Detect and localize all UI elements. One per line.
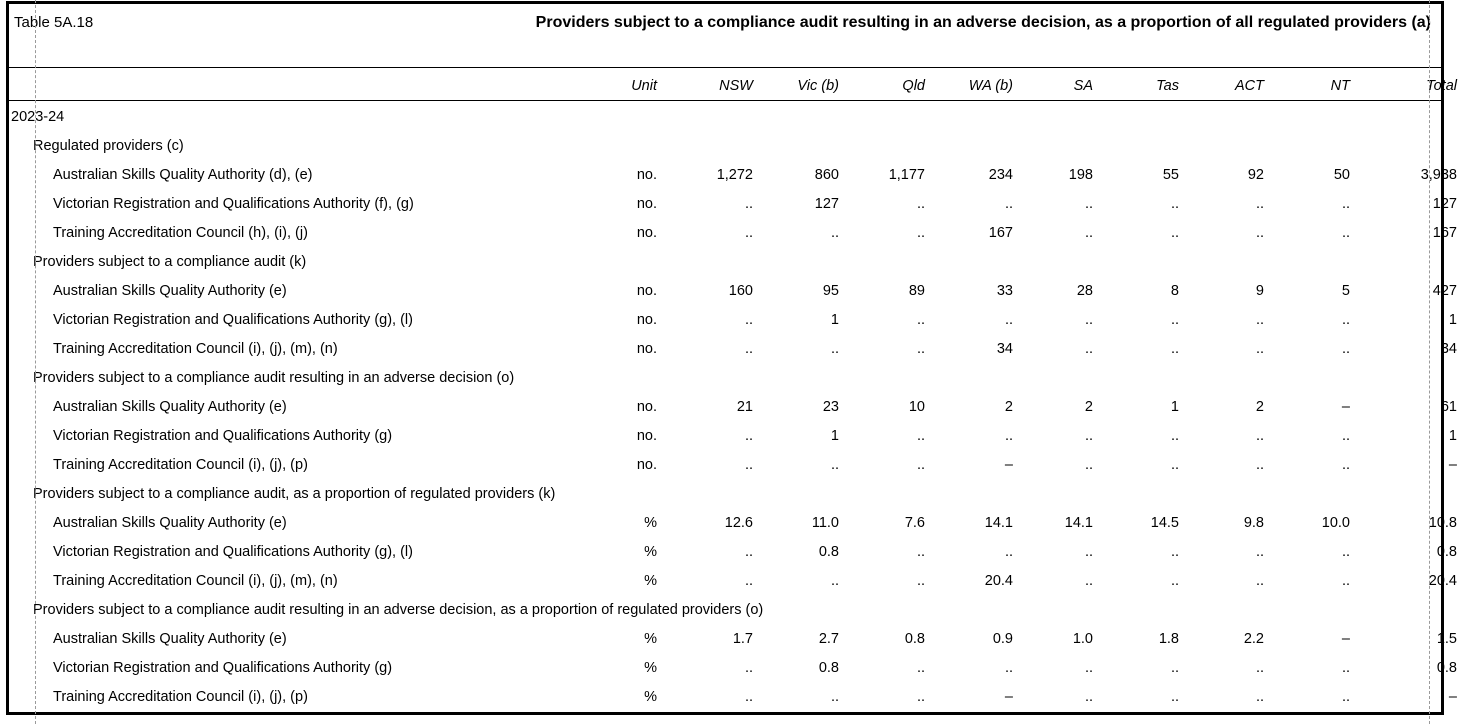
cell-total [1350, 363, 1461, 392]
cell-tas [1093, 363, 1179, 392]
cell-qld [839, 131, 925, 160]
cell-vic [753, 595, 839, 624]
table-row [9, 189, 1461, 218]
cell-act: 92 [1247, 166, 1264, 183]
cell-qld: .. [916, 311, 925, 328]
cell-unit [627, 363, 657, 392]
cell-act [1179, 102, 1264, 131]
column-header-row [9, 70, 1461, 102]
row-label: Victorian Registration and Qualifications Authority (g) [53, 427, 393, 444]
cell-unit: % [644, 688, 657, 705]
cell-wa: .. [1004, 659, 1013, 676]
cell-vic: 2.7 [818, 630, 839, 647]
cell-nt: .. [1341, 659, 1350, 676]
cell-sa [1013, 102, 1093, 131]
cell-nt: .. [1341, 224, 1350, 241]
cell-tas: 1 [1170, 398, 1179, 415]
column-header-unit: Unit [631, 78, 657, 94]
cell-nsw [657, 363, 753, 392]
column-guide-line [35, 0, 36, 724]
cell-wa: – [1004, 456, 1013, 473]
row-label: Providers subject to a compliance audit resulting in an adverse decision, as a proportion of regulated providers (o) [33, 601, 764, 618]
cell-act: .. [1255, 456, 1264, 473]
cell-qld: .. [916, 340, 925, 357]
cell-nsw: 12.6 [724, 514, 753, 531]
table-row [9, 218, 1461, 247]
cell-unit: no. [636, 340, 657, 357]
cell-wa: .. [1004, 311, 1013, 328]
cell-nsw [657, 247, 753, 276]
cell-total: 34 [1440, 340, 1457, 357]
cell-act: 2.2 [1243, 630, 1264, 647]
cell-sa: 14.1 [1064, 514, 1093, 531]
row-label: Australian Skills Quality Authority (e) [53, 282, 287, 299]
cell-vic: 95 [822, 282, 839, 299]
cell-qld: .. [916, 224, 925, 241]
cell-nsw: 21 [736, 398, 753, 415]
cell-nsw: .. [744, 224, 753, 241]
cell-unit [627, 102, 657, 131]
cell-qld [839, 247, 925, 276]
cell-act [1179, 595, 1264, 624]
cell-tas: .. [1170, 224, 1179, 241]
cell-total: 1 [1448, 311, 1457, 328]
cell-tas: .. [1170, 311, 1179, 328]
cell-act: .. [1255, 195, 1264, 212]
cell-nsw: 160 [728, 282, 753, 299]
cell-wa [925, 102, 1013, 131]
cell-vic [753, 479, 839, 508]
cell-wa: 0.9 [992, 630, 1013, 647]
cell-unit [627, 247, 657, 276]
cell-nsw: .. [744, 659, 753, 676]
cell-vic: .. [830, 224, 839, 241]
cell-sa: 2 [1084, 398, 1093, 415]
row-label: 2023-24 [11, 108, 65, 125]
column-header-qld: Qld [902, 78, 925, 94]
header-top-rule [9, 67, 1441, 68]
cell-unit: no. [636, 195, 657, 212]
cell-tas: .. [1170, 688, 1179, 705]
cell-act: 9 [1255, 282, 1264, 299]
table-section-row [9, 479, 1461, 508]
cell-qld: .. [916, 456, 925, 473]
data-table [9, 70, 1461, 711]
cell-tas: .. [1170, 195, 1179, 212]
cell-unit: % [644, 572, 657, 589]
column-header-vic: Vic (b) [797, 78, 839, 94]
table-row [9, 450, 1461, 479]
cell-tas: .. [1170, 659, 1179, 676]
table-row [9, 682, 1461, 711]
row-label: Victorian Registration and Qualifications Authority (g) [53, 659, 393, 676]
cell-vic [753, 363, 839, 392]
cell-act [1179, 479, 1264, 508]
cell-vic: .. [830, 572, 839, 589]
cell-qld: .. [916, 688, 925, 705]
cell-nsw: .. [744, 311, 753, 328]
cell-nsw: 1.7 [732, 630, 753, 647]
cell-tas: .. [1170, 543, 1179, 560]
cell-wa: 34 [996, 340, 1013, 357]
cell-total: – [1448, 688, 1457, 705]
cell-total: 61 [1440, 398, 1457, 415]
cell-total: 3,938 [1420, 166, 1457, 183]
cell-wa [925, 131, 1013, 160]
table-title: Providers subject to a compliance audit resulting in an adverse decision, as a proportion of all regulated providers (a) [535, 14, 1431, 31]
cell-act: .. [1255, 572, 1264, 589]
cell-nt [1264, 479, 1350, 508]
cell-unit: no. [636, 282, 657, 299]
cell-vic: .. [830, 340, 839, 357]
table-body [9, 102, 1461, 711]
cell-wa [925, 363, 1013, 392]
table-row [9, 392, 1461, 421]
cell-act [1179, 131, 1264, 160]
cell-tas: 55 [1162, 166, 1179, 183]
cell-sa [1013, 479, 1093, 508]
column-header-nsw: NSW [719, 78, 753, 94]
cell-wa [925, 479, 1013, 508]
column-header-nt: NT [1330, 78, 1350, 94]
cell-act: 2 [1255, 398, 1264, 415]
table-section-row [9, 102, 1461, 131]
cell-wa [925, 247, 1013, 276]
cell-qld: 1,177 [888, 166, 925, 183]
cell-tas [1093, 479, 1179, 508]
row-label: Australian Skills Quality Authority (d), (e) [53, 166, 313, 183]
cell-sa [1013, 363, 1093, 392]
row-label: Victorian Registration and Qualifications Authority (g), (l) [53, 543, 413, 560]
cell-nt: 10.0 [1321, 514, 1350, 531]
table-section-row [9, 595, 1461, 624]
row-label: Providers subject to a compliance audit, as a proportion of regulated providers (k) [33, 485, 556, 502]
cell-qld: 7.6 [904, 514, 925, 531]
cell-qld: .. [916, 195, 925, 212]
cell-sa [1013, 131, 1093, 160]
cell-nt: 50 [1333, 166, 1350, 183]
cell-nt: .. [1341, 427, 1350, 444]
cell-total: 1.5 [1436, 630, 1457, 647]
table-row [9, 305, 1461, 334]
cell-tas: 8 [1170, 282, 1179, 299]
cell-act: .. [1255, 688, 1264, 705]
cell-act: .. [1255, 543, 1264, 560]
row-label: Australian Skills Quality Authority (e) [53, 630, 287, 647]
cell-tas [1093, 595, 1179, 624]
cell-total [1350, 479, 1461, 508]
cell-total: 167 [1432, 224, 1457, 241]
cell-nt: .. [1341, 572, 1350, 589]
cell-wa: .. [1004, 427, 1013, 444]
cell-unit: % [644, 630, 657, 647]
cell-total [1350, 131, 1461, 160]
column-header-wa: WA (b) [968, 78, 1013, 94]
cell-total [1350, 247, 1461, 276]
cell-sa: .. [1084, 572, 1093, 589]
cell-nt [1264, 131, 1350, 160]
cell-wa: .. [1004, 543, 1013, 560]
cell-vic [753, 102, 839, 131]
cell-nsw [657, 131, 753, 160]
table-row [9, 421, 1461, 450]
cell-sa: .. [1084, 224, 1093, 241]
cell-act: .. [1255, 224, 1264, 241]
cell-nsw [657, 102, 753, 131]
table-row [9, 537, 1461, 566]
cell-qld [839, 102, 925, 131]
row-label: Training Accreditation Council (i), (j), (p) [53, 456, 308, 473]
cell-tas: 14.5 [1150, 514, 1179, 531]
cell-qld: 89 [908, 282, 925, 299]
cell-sa: .. [1084, 659, 1093, 676]
cell-sa: .. [1084, 340, 1093, 357]
cell-nt [1264, 595, 1350, 624]
row-label: Training Accreditation Council (h), (i), (j) [53, 224, 308, 241]
cell-vic: .. [830, 456, 839, 473]
cell-total: 127 [1432, 195, 1457, 212]
column-header-total: Total [1426, 78, 1457, 94]
row-label: Victorian Registration and Qualifications Authority (f), (g) [53, 195, 414, 212]
row-label: Regulated providers (c) [33, 137, 184, 154]
cell-act [1179, 363, 1264, 392]
cell-unit: no. [636, 398, 657, 415]
cell-unit: no. [636, 166, 657, 183]
row-label: Training Accreditation Council (i), (j), (m), (n) [53, 572, 338, 589]
cell-vic: 1 [830, 427, 839, 444]
cell-sa: 198 [1068, 166, 1093, 183]
cell-unit: % [644, 514, 657, 531]
cell-act: 9.8 [1243, 514, 1264, 531]
table-row [9, 653, 1461, 682]
table-section-row [9, 247, 1461, 276]
cell-nsw: 1,272 [716, 166, 753, 183]
column-header-act: ACT [1235, 78, 1264, 94]
cell-total: 0.8 [1436, 659, 1457, 676]
cell-wa: .. [1004, 195, 1013, 212]
cell-vic: 23 [822, 398, 839, 415]
cell-nt: .. [1341, 543, 1350, 560]
table-row [9, 160, 1461, 189]
cell-tas [1093, 102, 1179, 131]
cell-qld [839, 479, 925, 508]
cell-wa [925, 595, 1013, 624]
cell-unit: % [644, 543, 657, 560]
cell-unit [627, 131, 657, 160]
row-label: Training Accreditation Council (i), (j), (p) [53, 688, 308, 705]
cell-act: .. [1255, 659, 1264, 676]
cell-tas: .. [1170, 572, 1179, 589]
cell-vic: 0.8 [818, 659, 839, 676]
cell-unit: no. [636, 224, 657, 241]
cell-sa: .. [1084, 311, 1093, 328]
cell-tas [1093, 131, 1179, 160]
row-label: Training Accreditation Council (i), (j), (m), (n) [53, 340, 338, 357]
cell-qld: .. [916, 572, 925, 589]
cell-total: 20.4 [1428, 572, 1457, 589]
cell-vic: 0.8 [818, 543, 839, 560]
cell-tas [1093, 247, 1179, 276]
cell-total: 427 [1432, 282, 1457, 299]
cell-nsw: .. [744, 572, 753, 589]
row-label: Victorian Registration and Qualifications Authority (g), (l) [53, 311, 413, 328]
cell-tas: .. [1170, 456, 1179, 473]
table-code: Table 5A.18 [14, 14, 94, 31]
row-label: Providers subject to a compliance audit (k) [33, 253, 307, 270]
cell-qld: .. [916, 543, 925, 560]
cell-wa: 14.1 [984, 514, 1013, 531]
cell-unit: no. [636, 427, 657, 444]
cell-total: 1 [1448, 427, 1457, 444]
cell-act: .. [1255, 427, 1264, 444]
cell-sa: .. [1084, 456, 1093, 473]
cell-wa: 33 [996, 282, 1013, 299]
column-guide-line [1429, 0, 1430, 724]
table-row [9, 508, 1461, 537]
column-header-tas: Tas [1156, 78, 1179, 94]
row-label: Australian Skills Quality Authority (e) [53, 514, 287, 531]
cell-nsw: .. [744, 543, 753, 560]
cell-tas: .. [1170, 427, 1179, 444]
cell-vic [753, 247, 839, 276]
cell-qld [839, 595, 925, 624]
cell-nt: .. [1341, 456, 1350, 473]
cell-vic: 860 [814, 166, 839, 183]
table-row [9, 276, 1461, 305]
cell-wa: 2 [1004, 398, 1013, 415]
cell-wa: 20.4 [984, 572, 1013, 589]
cell-sa [1013, 595, 1093, 624]
cell-nt: .. [1341, 195, 1350, 212]
cell-act [1179, 247, 1264, 276]
cell-vic: 1 [830, 311, 839, 328]
cell-act: .. [1255, 340, 1264, 357]
cell-nsw: .. [744, 195, 753, 212]
cell-total [1350, 102, 1461, 131]
row-label: Australian Skills Quality Authority (e) [53, 398, 287, 415]
cell-total: 10.8 [1428, 514, 1457, 531]
cell-tas: 1.8 [1158, 630, 1179, 647]
cell-total: 0.8 [1436, 543, 1457, 560]
cell-sa [1013, 247, 1093, 276]
cell-nt: – [1341, 398, 1350, 415]
cell-qld [839, 363, 925, 392]
cell-nt: – [1341, 630, 1350, 647]
cell-qld: .. [916, 427, 925, 444]
table-row [9, 566, 1461, 595]
cell-qld: .. [916, 659, 925, 676]
cell-nt: .. [1341, 311, 1350, 328]
cell-wa: 234 [988, 166, 1013, 183]
cell-sa: .. [1084, 543, 1093, 560]
cell-tas: .. [1170, 340, 1179, 357]
cell-unit: no. [636, 456, 657, 473]
cell-sa: .. [1084, 427, 1093, 444]
cell-sa: 1.0 [1072, 630, 1093, 647]
cell-nsw [657, 479, 753, 508]
cell-vic [753, 131, 839, 160]
row-label: Providers subject to a compliance audit resulting in an adverse decision (o) [33, 369, 515, 386]
cell-nt [1264, 102, 1350, 131]
cell-sa: .. [1084, 195, 1093, 212]
table-section-row [9, 363, 1461, 392]
column-header-sa: SA [1073, 78, 1093, 94]
cell-nsw: .. [744, 427, 753, 444]
cell-sa: .. [1084, 688, 1093, 705]
cell-total [1350, 595, 1461, 624]
table-section-row [9, 131, 1461, 160]
cell-nsw: .. [744, 456, 753, 473]
table-title-row [9, 14, 1441, 38]
cell-unit: no. [636, 311, 657, 328]
cell-nsw: .. [744, 340, 753, 357]
cell-wa: 167 [988, 224, 1013, 241]
cell-unit [627, 479, 657, 508]
cell-wa: – [1004, 688, 1013, 705]
cell-unit: % [644, 659, 657, 676]
table-row [9, 624, 1461, 653]
cell-vic: 127 [814, 195, 839, 212]
cell-qld: 0.8 [904, 630, 925, 647]
cell-nsw: .. [744, 688, 753, 705]
column-header-label [9, 70, 627, 102]
cell-qld: 10 [908, 398, 925, 415]
cell-nt: 5 [1341, 282, 1350, 299]
cell-nt [1264, 363, 1350, 392]
cell-act: .. [1255, 311, 1264, 328]
cell-vic: .. [830, 688, 839, 705]
cell-nt: .. [1341, 340, 1350, 357]
cell-total: – [1448, 456, 1457, 473]
cell-nt: .. [1341, 688, 1350, 705]
cell-sa: 28 [1076, 282, 1093, 299]
cell-nt [1264, 247, 1350, 276]
table-row [9, 334, 1461, 363]
cell-vic: 11.0 [811, 514, 839, 531]
